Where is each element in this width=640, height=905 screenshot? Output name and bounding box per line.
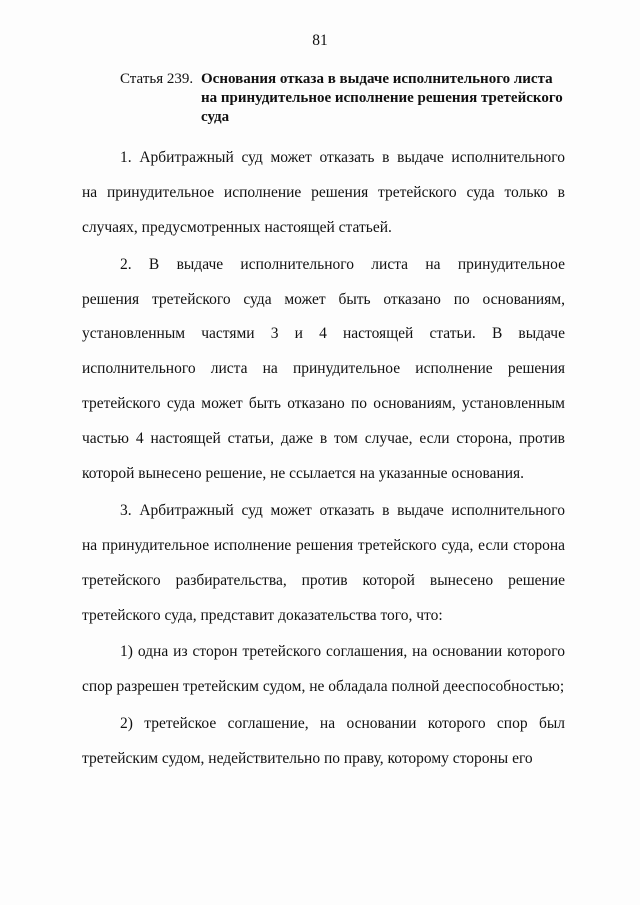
paragraph-line: случаях, предусмотренных настоящей статьей. bbox=[82, 218, 392, 236]
paragraph-line: третейского суда, представит доказательства того, что: bbox=[82, 606, 443, 624]
paragraph bbox=[82, 635, 565, 705]
paragraph-line: третейского суда может быть отказано по основаниям, установленным bbox=[82, 395, 565, 413]
paragraph-line: спор разрешен третейским судом, не обладала полной дееспособностью; bbox=[82, 678, 565, 696]
article-body bbox=[82, 141, 565, 779]
paragraph-line: решения третейского суда может быть отказано по основаниям, bbox=[82, 290, 565, 308]
page-number: 81 bbox=[312, 32, 328, 49]
article-title-line: на принудительное исполнение решения третейского bbox=[201, 90, 563, 106]
article-title bbox=[201, 70, 601, 127]
paragraph-line: 2) третейское соглашение, на основании которого спор был bbox=[120, 715, 565, 733]
paragraph-line: на принудительное исполнение решения третейского суда, если сторона bbox=[82, 536, 565, 554]
paragraph bbox=[82, 494, 565, 634]
article-title-line: Основания отказа в выдаче исполнительного листа bbox=[201, 71, 553, 87]
paragraph-line: третейского разбирательства, против которой вынесено решение bbox=[82, 571, 565, 589]
paragraph-line: установленным частями 3 и 4 настоящей статьи. В выдаче bbox=[82, 325, 565, 343]
paragraph-line: которой вынесено решение, не ссылается на указанные основания. bbox=[82, 465, 525, 483]
paragraph bbox=[82, 248, 565, 492]
paragraph-line: 2. В выдаче исполнительного листа на принудительное bbox=[120, 255, 565, 273]
paragraph-line: частью 4 настоящей статьи, даже в том случае, если сторона, против bbox=[82, 430, 565, 448]
paragraph-line: третейским судом, недействительно по праву, которому стороны его bbox=[82, 750, 533, 768]
paragraph-line: исполнительного листа на принудительное исполнение решения bbox=[82, 360, 565, 378]
paragraph bbox=[82, 707, 565, 777]
paragraph bbox=[82, 141, 565, 246]
article-label: Статья 239. bbox=[120, 71, 194, 87]
paragraph-line: 3. Арбитражный суд может отказать в выдаче исполнительного bbox=[120, 501, 565, 519]
paragraph-line: 1) одна из сторон третейского соглашения, на основании которого bbox=[120, 643, 565, 661]
article-title-line: суда bbox=[201, 109, 230, 125]
paragraph-line: 1. Арбитражный суд может отказать в выдаче исполнительного bbox=[120, 149, 565, 166]
paragraph-line: на принудительное исполнение решения третейского суда только в bbox=[82, 183, 565, 201]
